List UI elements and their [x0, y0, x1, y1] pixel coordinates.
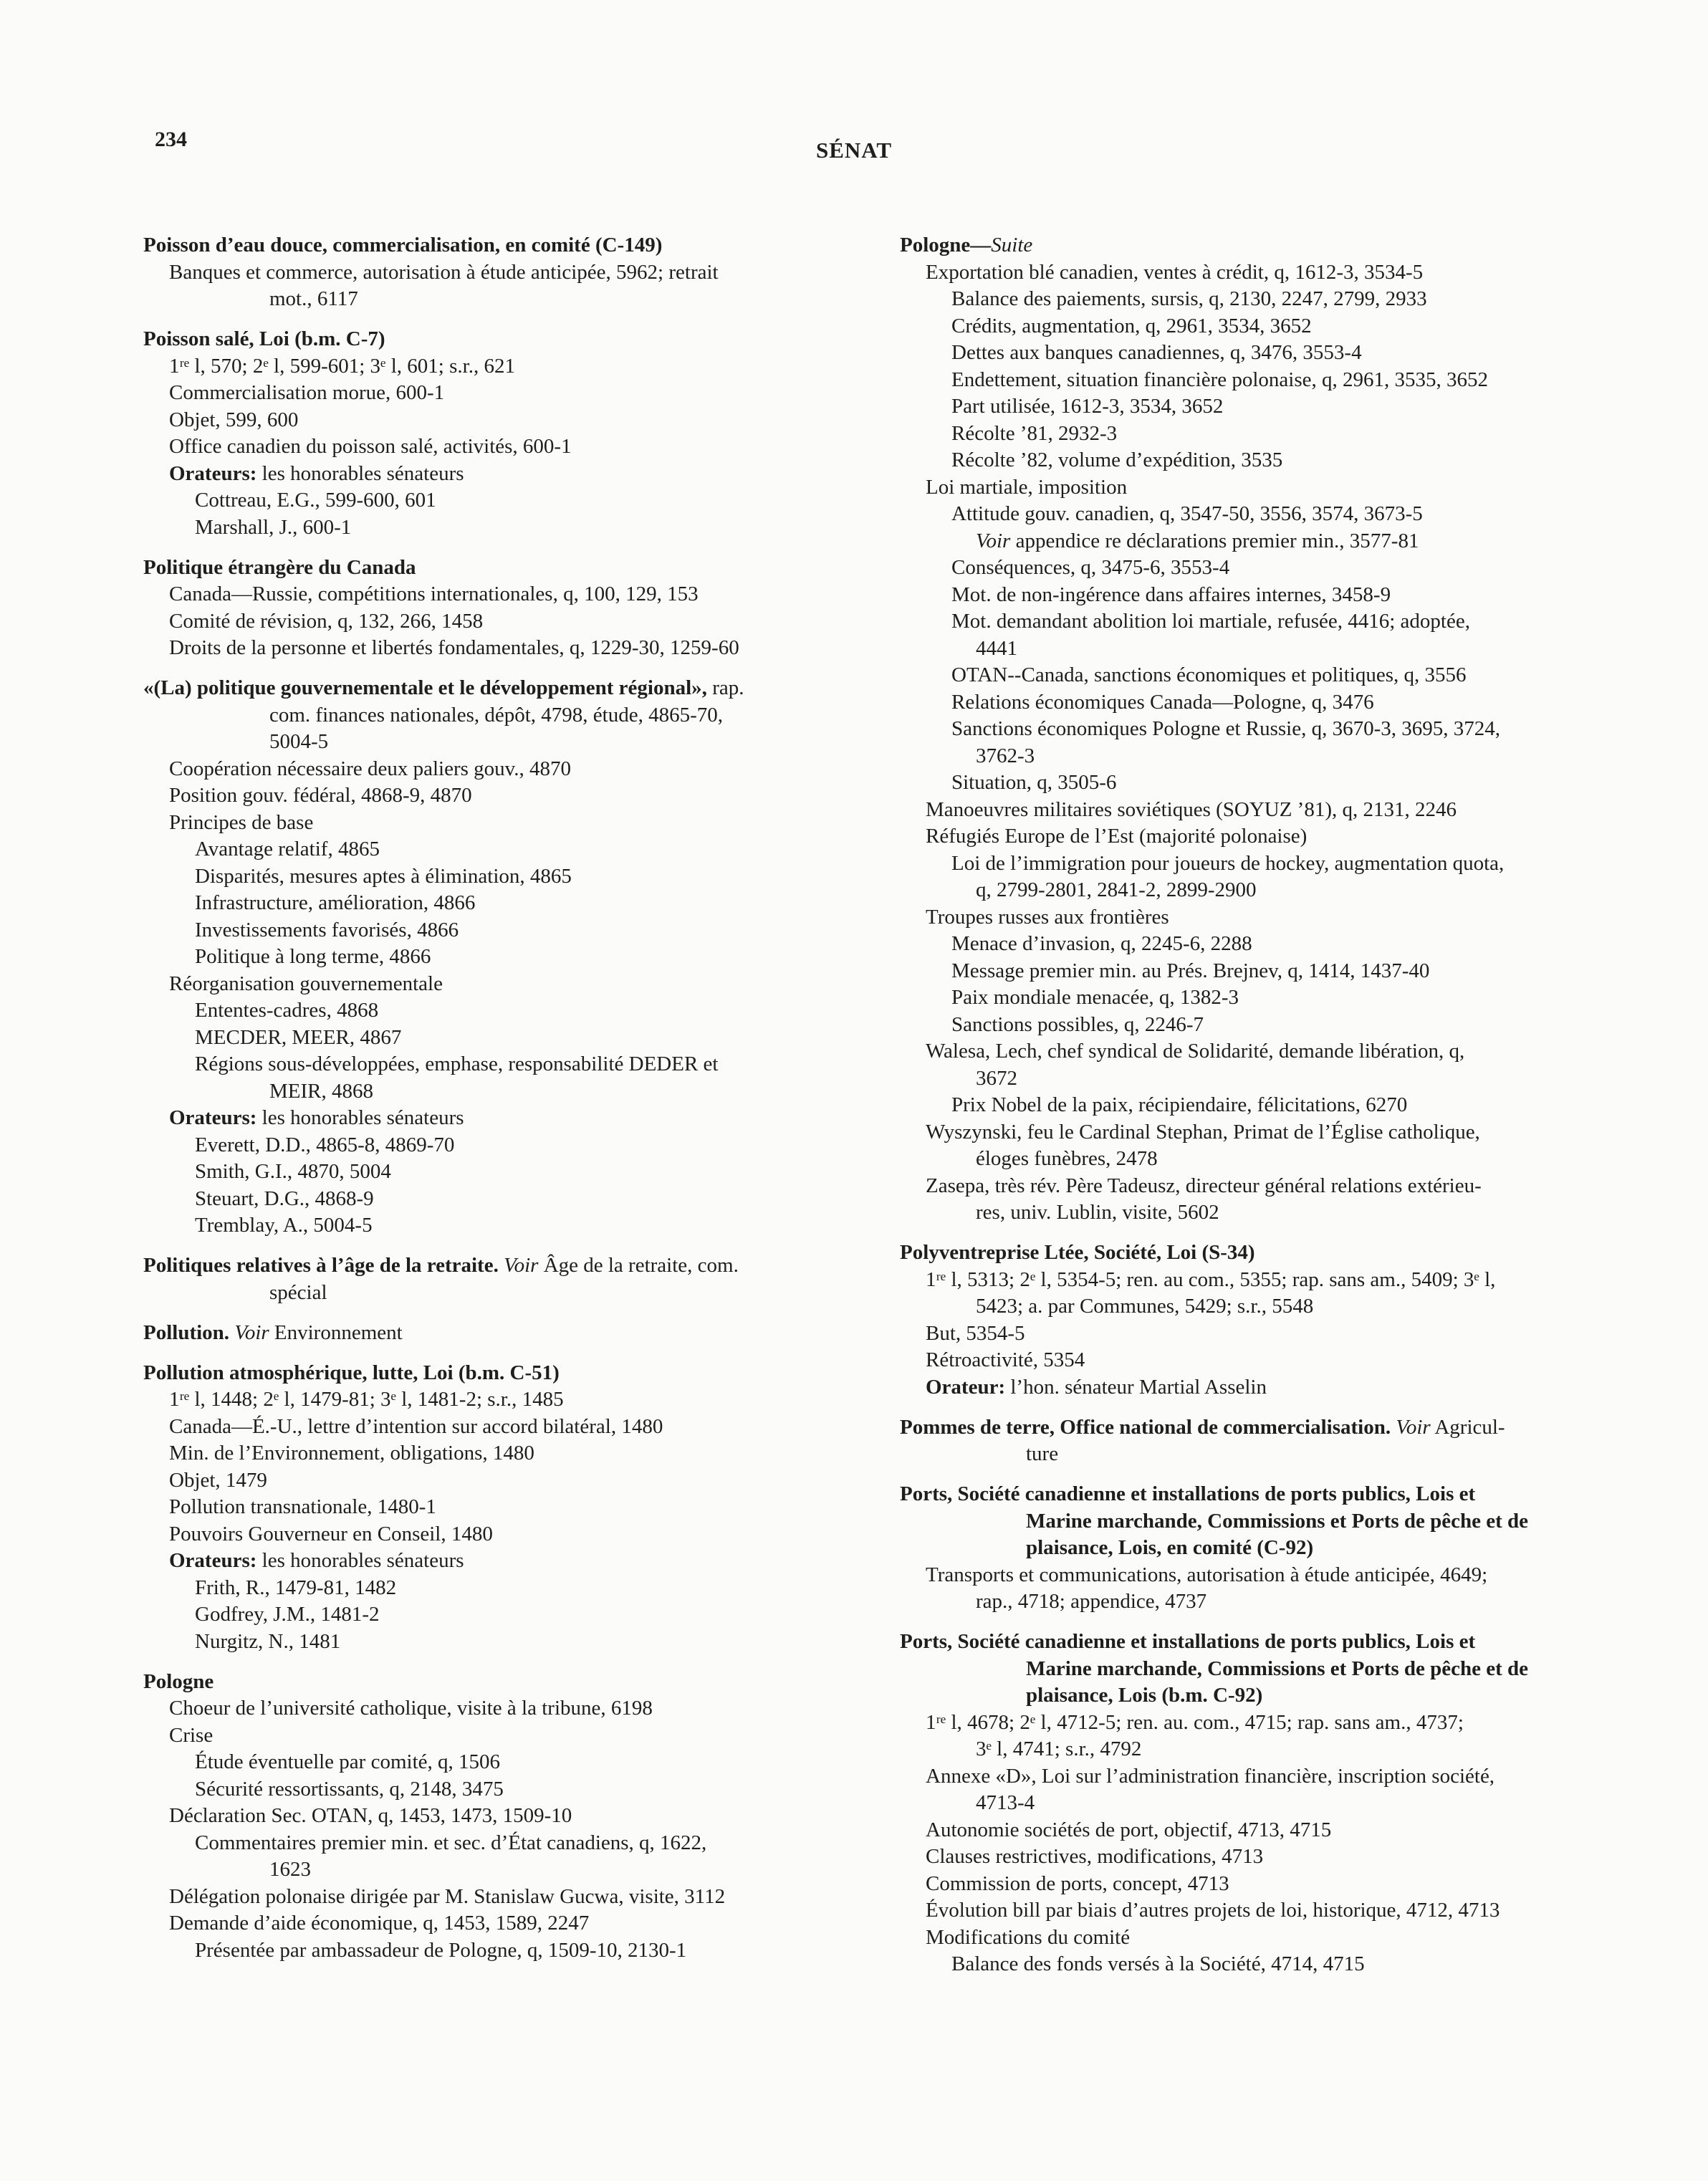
- text: Pouvoirs Gouverneur en Conseil, 1480: [169, 1522, 493, 1545]
- entry-line: [900, 1374, 1645, 1401]
- text: Cottreau, E.G., 599-600, 601: [195, 489, 436, 512]
- text: Régions sous-développées, emphase, responsabilité DEDER et: [195, 1053, 719, 1075]
- text: 1623: [269, 1858, 311, 1881]
- text: OTAN--Canada, sanctions économiques et politiques, q, 3556: [951, 663, 1467, 686]
- bold-text: Politique étrangère du Canada: [143, 555, 416, 579]
- entry-line: [143, 1051, 888, 1078]
- entry-line: [143, 1494, 888, 1521]
- entry-line: [143, 353, 888, 380]
- entry-line: [143, 259, 888, 287]
- entry-line: [900, 1897, 1645, 1924]
- text: Étude éventuelle par comité, q, 1506: [195, 1750, 500, 1773]
- italic-text: Voir: [1396, 1415, 1431, 1439]
- bold-text: Pollution.: [143, 1320, 230, 1344]
- bold-text: Pollution atmosphérique, lutte, Loi (b.m. C-51): [143, 1361, 560, 1384]
- entry-line: [900, 447, 1645, 474]
- text: Pollution transnationale, 1480-1: [169, 1495, 436, 1518]
- text: Balance des fonds versés à la Société, 4714, 4715: [951, 1952, 1365, 1975]
- entry-line: [143, 782, 888, 810]
- bold-text: Ports, Société canadienne et installations de ports publics, Lois et: [900, 1482, 1476, 1505]
- entry-line: [900, 1562, 1645, 1589]
- entry-line: [143, 1601, 888, 1629]
- entry-line: [143, 756, 888, 783]
- text: Commercialisation morue, 600-1: [169, 381, 445, 404]
- entry-line: [900, 1038, 1645, 1065]
- index-entry: [143, 326, 888, 541]
- index-entry: [900, 1629, 1645, 1978]
- entry-heading-line: [900, 232, 1645, 259]
- index-entry: [143, 555, 888, 662]
- entry-heading-line: [900, 1414, 1645, 1442]
- index-entry: [143, 232, 888, 313]
- entry-line: [900, 286, 1645, 313]
- entry-line: [900, 421, 1645, 448]
- bold-text: Politiques relatives à l’âge de la retraite.: [143, 1254, 499, 1277]
- entry-line: [900, 1146, 1645, 1173]
- entry-line: [900, 958, 1645, 985]
- bold-text: «(La) politique gouvernementale et le développement régional»,: [143, 676, 707, 699]
- bold-text: Pologne—: [900, 234, 992, 257]
- entry-heading-line: [143, 1360, 888, 1387]
- text: Conséquences, q, 3475-6, 3553-4: [951, 556, 1230, 579]
- entry-line: [900, 528, 1645, 555]
- text: appendice re déclarations premier min., 3577-81: [1010, 529, 1419, 552]
- text: Demande d’aide économique, q, 1453, 1589, 2247: [169, 1912, 590, 1935]
- entry-line: [900, 743, 1645, 770]
- text: 1ʳᵉ l, 5313; 2ᵉ l, 5354-5; ren. au com., 5355; rap. sans am., 5409; 3ᵉ l,: [926, 1267, 1496, 1291]
- entry-line: [900, 1656, 1645, 1683]
- text: Message premier min. au Prés. Brejnev, q, 1414, 1437-40: [951, 959, 1430, 982]
- text: les honorables sénateurs: [256, 1106, 464, 1129]
- entry-line: [900, 1199, 1645, 1227]
- text: Nurgitz, N., 1481: [195, 1629, 341, 1653]
- text: Commission de ports, concept, 4713: [926, 1871, 1229, 1895]
- text: Récolte ’81, 2932-3: [951, 421, 1118, 445]
- entry-line: [143, 1078, 888, 1106]
- bold-text: Pologne: [143, 1669, 214, 1693]
- text: Sanctions possibles, q, 2246-7: [951, 1012, 1204, 1036]
- entry-line: [900, 877, 1645, 904]
- text: Déclaration Sec. OTAN, q, 1453, 1473, 1509-10: [169, 1804, 572, 1827]
- text: Récolte ’82, volume d’expédition, 3535: [951, 449, 1283, 471]
- entry-heading-line: [900, 1629, 1645, 1656]
- text: Investissements favorisés, 4866: [195, 918, 459, 941]
- text: Office canadien du poisson salé, activités, 600-1: [169, 435, 572, 458]
- entry-line: [900, 797, 1645, 824]
- entry-line: [900, 555, 1645, 582]
- text: Attitude gouv. canadien, q, 3547-50, 3556, 3574, 3673-5: [951, 502, 1423, 525]
- entry-heading-line: [143, 675, 888, 702]
- entry-line: [143, 1856, 888, 1884]
- text: Walesa, Lech, chef syndical de Solidarité, demande libération, q,: [926, 1040, 1465, 1063]
- entry-heading-line: [143, 1252, 888, 1280]
- text: Loi martiale, imposition: [926, 475, 1128, 499]
- italic-text: Voir: [504, 1254, 539, 1277]
- text: Disparités, mesures aptes à élimination, 4865: [195, 864, 572, 888]
- text: les honorables sénateurs: [256, 1549, 464, 1572]
- text: 1ʳᵉ l, 570; 2ᵉ l, 599-601; 3ᵉ l, 601; s.r., 621: [169, 354, 515, 378]
- index-entry: [143, 1360, 888, 1656]
- italic-text: Suite: [991, 234, 1033, 257]
- text: Relations économiques Canada—Pologne, q, 3476: [951, 690, 1374, 714]
- entry-line: [143, 1414, 888, 1441]
- entry-line: [900, 501, 1645, 528]
- text: 5004-5: [269, 730, 329, 753]
- entry-line: [900, 1588, 1645, 1616]
- entry-line: [143, 514, 888, 542]
- entry-line: [900, 1173, 1645, 1200]
- entry-heading-line: [143, 1320, 888, 1347]
- text: Endettement, situation financière polonaise, q, 2961, 3535, 3652: [951, 368, 1489, 391]
- entry-line: [900, 1293, 1645, 1320]
- entry-line: [143, 971, 888, 998]
- text: Part utilisée, 1612-3, 3534, 3652: [951, 395, 1224, 418]
- text: Crise: [169, 1723, 214, 1747]
- entry-line: [143, 1749, 888, 1776]
- text: 5423; a. par Communes, 5429; s.r., 5548: [976, 1295, 1314, 1318]
- entry-line: [900, 1347, 1645, 1374]
- text: Prix Nobel de la paix, récipiendaire, félicitations, 6270: [951, 1093, 1408, 1116]
- entry-heading-line: [143, 326, 888, 353]
- text: Canada—É.-U., lettre d’intention sur accord bilatéral, 1480: [169, 1414, 663, 1438]
- bold-text: Orateurs:: [169, 461, 257, 485]
- entry-line: [900, 313, 1645, 340]
- entry-line: [143, 487, 888, 514]
- text: Banques et commerce, autorisation à étude anticipée, 5962; retrait: [169, 260, 719, 284]
- text: Clauses restrictives, modifications, 4713: [926, 1845, 1264, 1868]
- bold-text: Marine marchande, Commissions et Ports de pêche et de: [1026, 1657, 1528, 1680]
- text: Steuart, D.G., 4868-9: [195, 1187, 374, 1210]
- text: 3ᵉ l, 4741; s.r., 4792: [976, 1737, 1142, 1760]
- entry-line: [900, 1119, 1645, 1146]
- text: Balance des paiements, sursis, q, 2130, 2247, 2799, 2933: [951, 287, 1427, 310]
- text: 1ʳᵉ l, 4678; 2ᵉ l, 4712-5; ren. au. com., 4715; rap. sans am., 4737;: [926, 1710, 1464, 1734]
- text: 4713-4: [976, 1791, 1035, 1814]
- bold-text: plaisance, Lois (b.m. C-92): [1026, 1684, 1263, 1707]
- text: Frith, R., 1479-81, 1482: [195, 1576, 397, 1599]
- entry-line: [900, 474, 1645, 502]
- entry-line: [143, 890, 888, 917]
- entry-line: [900, 393, 1645, 421]
- text: Délégation polonaise dirigée par M. Stanislaw Gucwa, visite, 3112: [169, 1884, 726, 1908]
- entry-line: [900, 1924, 1645, 1952]
- entry-line: [900, 662, 1645, 689]
- entry-line: [143, 944, 888, 971]
- entry-line: [900, 259, 1645, 287]
- text: Avantage relatif, 4865: [195, 838, 380, 861]
- entry-line: [900, 1844, 1645, 1871]
- text: Marshall, J., 600-1: [195, 515, 352, 539]
- entry-heading-line: [143, 232, 888, 259]
- index-entry: [900, 1481, 1645, 1616]
- entry-line: [143, 1830, 888, 1857]
- index-entry: [900, 1240, 1645, 1401]
- text: l’hon. sénateur Martial Asselin: [1005, 1375, 1267, 1399]
- entry-line: [900, 340, 1645, 367]
- entry-line: [143, 863, 888, 891]
- text: res, univ. Lublin, visite, 5602: [976, 1201, 1219, 1224]
- entry-line: [143, 461, 888, 488]
- entry-heading-line: [143, 555, 888, 582]
- entry-line: [900, 1320, 1645, 1348]
- text: Politique à long terme, 4866: [195, 945, 431, 968]
- text: Menace d’invasion, q, 2245-6, 2288: [951, 932, 1252, 955]
- text: Principes de base: [169, 810, 314, 834]
- index-column-left: [143, 232, 888, 1978]
- index-entry: [143, 1320, 888, 1347]
- entry-line: [900, 608, 1645, 636]
- bold-text: Orateurs:: [169, 1106, 257, 1129]
- text: Réorganisation gouvernementale: [169, 972, 443, 995]
- text: Autonomie sociétés de port, objectif, 4713, 4715: [926, 1818, 1332, 1841]
- text: MECDER, MEER, 4867: [195, 1025, 402, 1049]
- text: Canada—Russie, compétitions internationales, q, 100, 129, 153: [169, 583, 699, 605]
- entry-line: [900, 1535, 1645, 1562]
- entry-line: [143, 1803, 888, 1830]
- entry-line: [143, 635, 888, 662]
- text: com. finances nationales, dépôt, 4798, étude, 4865-70,: [269, 703, 724, 727]
- entry-line: [900, 367, 1645, 394]
- text: 1ʳᵉ l, 1448; 2ᵉ l, 1479-81; 3ᵉ l, 1481-2; s.r., 1485: [169, 1388, 564, 1411]
- text: Infrastructure, amélioration, 4866: [195, 891, 476, 914]
- entry-line: [143, 702, 888, 729]
- text: Mot. de non-ingérence dans affaires internes, 3458-9: [951, 583, 1391, 606]
- entry-line: [900, 1710, 1645, 1737]
- page-number: 234: [155, 128, 187, 151]
- text: Droits de la personne et libertés fondamentales, q, 1229-30, 1259-60: [169, 636, 739, 659]
- entry-line: [900, 904, 1645, 931]
- entry-line: [900, 1441, 1645, 1468]
- entry-line: [900, 636, 1645, 663]
- text: Zasepa, très rév. Père Tadeusz, directeur général relations extérieu-: [926, 1174, 1482, 1197]
- text: Objet, 1479: [169, 1468, 267, 1492]
- entry-line: [143, 1776, 888, 1803]
- entry-line: [900, 1790, 1645, 1817]
- text: Âge de la retraite, com.: [538, 1254, 739, 1277]
- entry-line: [143, 433, 888, 461]
- entry-line: [900, 1682, 1645, 1710]
- entry-heading-line: [143, 1669, 888, 1696]
- text: Transports et communications, autorisation à étude anticipée, 4649;: [926, 1563, 1488, 1586]
- text: 3762-3: [976, 744, 1035, 767]
- bold-text: Poisson d’eau douce, commercialisation, en comité (C-149): [143, 234, 663, 257]
- entry-line: [900, 582, 1645, 609]
- entry-line: [143, 1695, 888, 1722]
- entry-heading-line: [900, 1481, 1645, 1508]
- text: Modifications du comité: [926, 1925, 1131, 1949]
- text: Dettes aux banques canadiennes, q, 3476, 3553-4: [951, 341, 1362, 364]
- text: q, 2799-2801, 2841-2, 2899-2900: [976, 878, 1257, 901]
- entry-line: [143, 581, 888, 608]
- text: Troupes russes aux frontières: [926, 905, 1169, 929]
- text: 4441: [976, 636, 1017, 660]
- page-title: SÉNAT: [815, 138, 893, 163]
- bold-text: Marine marchande, Commissions et Ports de pêche et de: [1026, 1509, 1528, 1533]
- text: Présentée par ambassadeur de Pologne, q, 1509-10, 2130-1: [195, 1938, 687, 1962]
- bold-text: Poisson salé, Loi (b.m. C-7): [143, 327, 385, 350]
- entry-line: [900, 1267, 1645, 1294]
- text: Mot. demandant abolition loi martiale, refusée, 4416; adoptée,: [951, 610, 1470, 633]
- entry-line: [900, 1736, 1645, 1763]
- text: ture: [1026, 1442, 1059, 1465]
- text: Ententes-cadres, 4868: [195, 999, 379, 1022]
- text: Agricul-: [1430, 1415, 1505, 1439]
- text: Manoeuvres militaires soviétiques (SOYUZ ’81), q, 2131, 2246: [926, 797, 1457, 821]
- bold-text: Polyventreprise Ltée, Société, Loi (S-34): [900, 1241, 1255, 1264]
- index-column-right: [900, 232, 1645, 1991]
- text: Godfrey, J.M., 1481-2: [195, 1603, 380, 1626]
- index-entry: [143, 1669, 888, 1965]
- text: Réfugiés Europe de l’Est (majorité polonaise): [926, 825, 1308, 848]
- entry-line: [143, 1159, 888, 1186]
- entry-line: [900, 931, 1645, 958]
- text: Loi de l’immigration pour joueurs de hockey, augmentation quota,: [951, 851, 1505, 875]
- text: spécial: [269, 1280, 327, 1304]
- entry-line: [900, 770, 1645, 797]
- text: rap.: [706, 676, 744, 699]
- entry-line: [900, 1065, 1645, 1093]
- text: Situation, q, 3505-6: [951, 771, 1117, 794]
- text: Choeur de l’université catholique, visite à la tribune, 6198: [169, 1697, 653, 1720]
- text: Comité de révision, q, 132, 266, 1458: [169, 609, 484, 633]
- entry-line: [900, 689, 1645, 716]
- entry-line: [143, 1521, 888, 1548]
- text: Environnement: [269, 1320, 403, 1344]
- text: Évolution bill par biais d’autres projets de loi, historique, 4712, 4713: [926, 1899, 1500, 1922]
- entry-line: [900, 716, 1645, 743]
- entry-line: [143, 1548, 888, 1575]
- text: [499, 1254, 504, 1277]
- text: rap., 4718; appendice, 4737: [976, 1590, 1207, 1613]
- text: Wyszynski, feu le Cardinal Stephan, Primat de l’Église catholique,: [926, 1120, 1480, 1144]
- entry-line: [143, 917, 888, 944]
- entry-line: [900, 1508, 1645, 1535]
- entry-line: [143, 608, 888, 636]
- text: But, 5354-5: [926, 1321, 1025, 1345]
- entry-heading-line: [900, 1240, 1645, 1267]
- entry-line: [900, 1871, 1645, 1898]
- entry-line: [900, 1012, 1645, 1039]
- text: Objet, 599, 600: [169, 408, 299, 431]
- entry-line: [143, 1575, 888, 1602]
- text: Everett, D.D., 4865-8, 4869-70: [195, 1133, 455, 1156]
- entry-line: [143, 729, 888, 756]
- text: Rétroactivité, 5354: [926, 1348, 1085, 1371]
- entry-line: [143, 836, 888, 863]
- entry-line: [143, 380, 888, 407]
- text: Min. de l’Environnement, obligations, 1480: [169, 1442, 534, 1465]
- bold-text: Orateur:: [926, 1375, 1006, 1399]
- index-entry: [900, 232, 1645, 1227]
- text: Sécurité ressortissants, q, 2148, 3475: [195, 1777, 504, 1801]
- text: 3672: [976, 1066, 1017, 1090]
- entry-line: [143, 997, 888, 1025]
- text: Sanctions économiques Pologne et Russie, q, 3670-3, 3695, 3724,: [951, 717, 1501, 740]
- italic-text: Voir: [234, 1320, 269, 1344]
- entry-line: [143, 1280, 888, 1307]
- text: Tremblay, A., 5004-5: [195, 1214, 373, 1237]
- text: éloges funèbres, 2478: [976, 1147, 1158, 1170]
- entry-line: [143, 1440, 888, 1467]
- entry-line: [143, 1105, 888, 1132]
- entry-line: [143, 286, 888, 313]
- entry-line: [900, 1951, 1645, 1978]
- text: Coopération nécessaire deux paliers gouv., 4870: [169, 757, 572, 780]
- entry-line: [900, 823, 1645, 850]
- entry-line: [143, 1467, 888, 1495]
- text: Commentaires premier min. et sec. d’État canadiens, q, 1622,: [195, 1831, 707, 1854]
- entry-line: [900, 1092, 1645, 1119]
- index-entry: [143, 675, 888, 1240]
- entry-line: [143, 810, 888, 837]
- entry-line: [900, 850, 1645, 878]
- index-entry: [900, 1414, 1645, 1468]
- entry-line: [143, 1937, 888, 1965]
- text: Annexe «D», Loi sur l’administration financière, inscription société,: [926, 1764, 1495, 1788]
- text: Paix mondiale menacée, q, 1382-3: [951, 986, 1239, 1009]
- bold-text: plaisance, Lois, en comité (C-92): [1026, 1536, 1314, 1559]
- entry-line: [143, 1722, 888, 1750]
- entry-line: [143, 1386, 888, 1414]
- bold-text: Orateurs:: [169, 1549, 257, 1572]
- entry-line: [143, 1132, 888, 1159]
- entry-line: [143, 1910, 888, 1937]
- text: Position gouv. fédéral, 4868-9, 4870: [169, 784, 472, 807]
- text: mot., 6117: [269, 287, 358, 310]
- index-entry: [143, 1252, 888, 1306]
- text: Smith, G.I., 4870, 5004: [195, 1160, 391, 1183]
- entry-line: [143, 1212, 888, 1240]
- entry-line: [143, 1629, 888, 1656]
- text: Exportation blé canadien, ventes à crédit, q, 1612-3, 3534-5: [926, 260, 1424, 284]
- entry-line: [143, 407, 888, 434]
- italic-text: Voir: [976, 529, 1011, 552]
- bold-text: Pommes de terre, Office national de commercialisation.: [900, 1415, 1391, 1439]
- entry-line: [900, 984, 1645, 1012]
- entry-line: [900, 1763, 1645, 1791]
- entry-line: [143, 1186, 888, 1213]
- entry-line: [900, 1817, 1645, 1844]
- text: les honorables sénateurs: [256, 461, 464, 485]
- text: MEIR, 4868: [269, 1079, 373, 1103]
- entry-line: [143, 1025, 888, 1052]
- bold-text: Ports, Société canadienne et installations de ports publics, Lois et: [900, 1630, 1476, 1653]
- text: Crédits, augmentation, q, 2961, 3534, 3652: [951, 314, 1312, 337]
- entry-line: [143, 1884, 888, 1911]
